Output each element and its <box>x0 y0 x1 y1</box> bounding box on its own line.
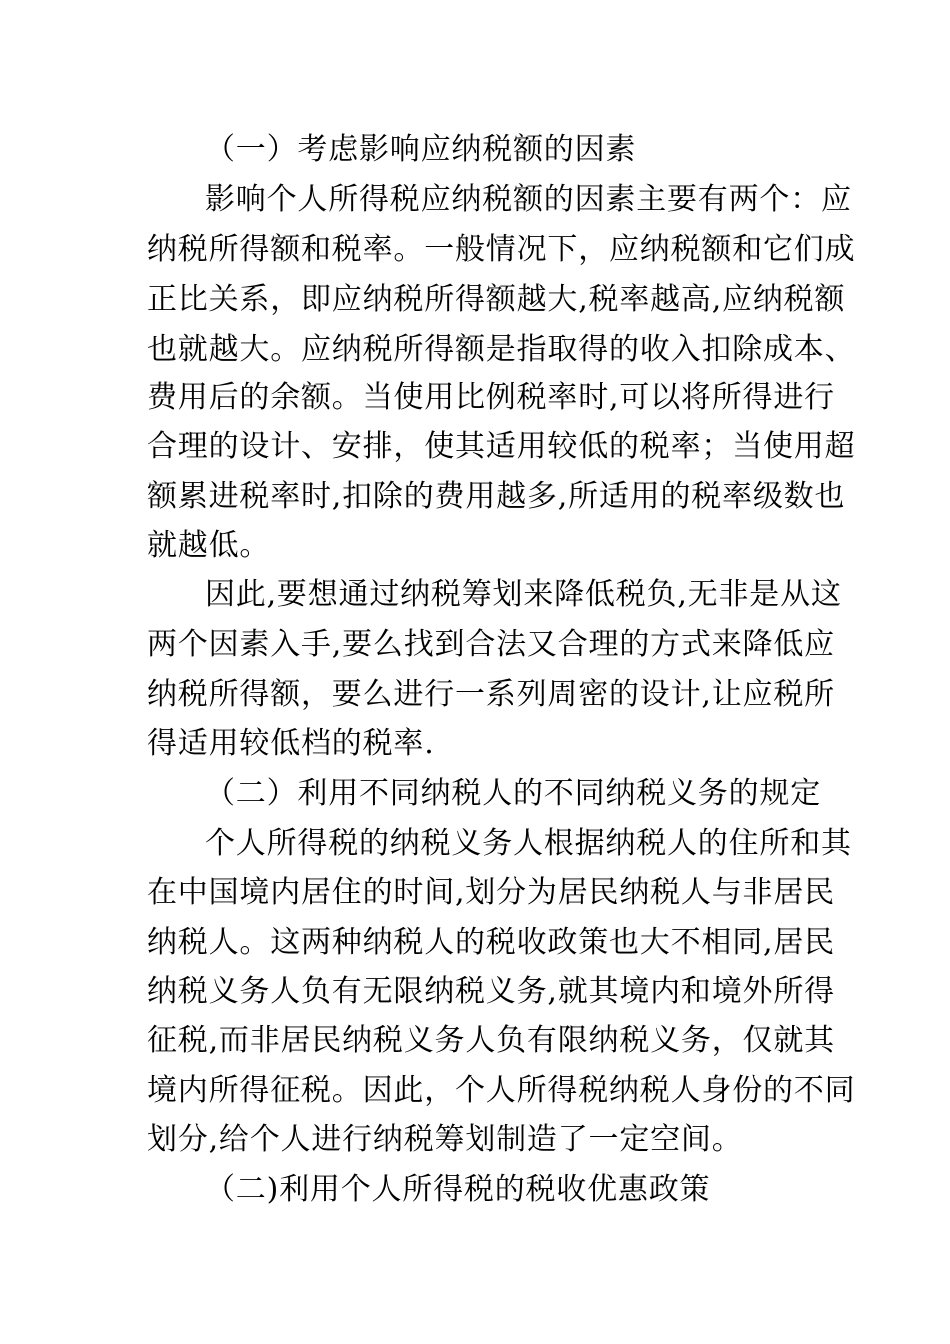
paragraph-line: 纳税人。这两种纳税人的税收政策也大不相同,居民 <box>147 925 835 960</box>
paragraph-line: 正比关系，即应纳税所得额越大,税率越高,应纳税额 <box>147 282 846 317</box>
paragraph-line: 影响个人所得税应纳税额的因素主要有两个：应 <box>205 182 852 217</box>
paragraph-line: 征税,而非居民纳税义务人负有限纳税义务，仅就其 <box>147 1023 835 1058</box>
paragraph-line: 就越低。 <box>147 528 271 563</box>
paragraph-line: 个人所得税的纳税义务人根据纳税人的住所和其 <box>205 826 852 861</box>
paragraph-line: 因此,要想通过纳税筹划来降低税负,无非是从这 <box>205 577 842 612</box>
paragraph-line: 在中国境内居住的时间,划分为居民纳税人与非居民 <box>147 875 835 910</box>
paragraph-line: 纳税义务人负有无限纳税义务,就其境内和境外所得 <box>147 974 835 1009</box>
section-heading-3: （二)利用个人所得税的税收优惠政策 <box>205 1172 711 1207</box>
paragraph-line: 纳税所得额，要么进行一系列周密的设计,让应税所 <box>147 677 835 712</box>
section-heading-1: （一）考虑影响应纳税额的因素 <box>205 132 637 167</box>
paragraph-line: 两个因素入手,要么找到合法又合理的方式来降低应 <box>147 627 835 662</box>
paragraph-line: 也就越大。应纳税所得额是指取得的收入扣除成本、 <box>147 332 856 367</box>
paragraph-line: 得适用较低档的税率. <box>147 726 435 761</box>
paragraph-line: 额累进税率时,扣除的费用越多,所适用的税率级数也 <box>147 479 846 514</box>
paragraph-line: 纳税所得额和税率。一般情况下，应纳税额和它们成 <box>147 232 856 267</box>
paragraph-line: 合理的设计、安排，使其适用较低的税率；当使用超 <box>147 429 856 464</box>
paragraph-line: 划分,给个人进行纳税筹划制造了一定空间。 <box>147 1122 743 1157</box>
section-heading-2: （二）利用不同纳税人的不同纳税义务的规定 <box>205 776 821 811</box>
paragraph-line: 费用后的余额。当使用比例税率时,可以将所得进行 <box>147 380 835 415</box>
paragraph-line: 境内所得征税。因此，个人所得税纳税人身份的不同 <box>147 1073 856 1108</box>
